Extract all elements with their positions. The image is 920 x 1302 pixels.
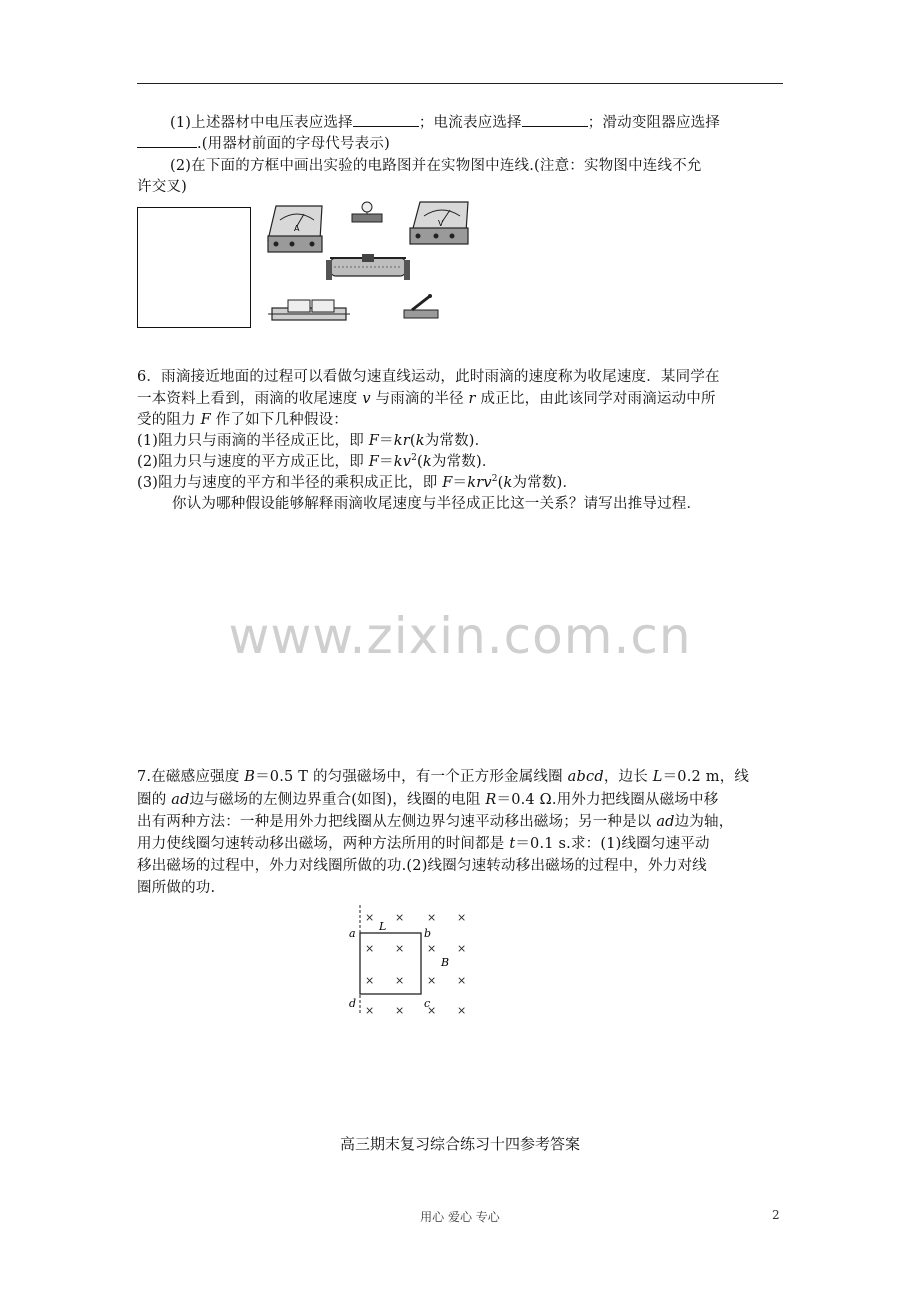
label-L: L — [379, 920, 387, 933]
q6-hypothesis-1: (1)阻力只与雨滴的半径成正比，即 F＝kr(k为常数)． — [137, 433, 490, 449]
answer-section-title: 高三期末复习综合练习十四参考答案 — [339, 1135, 580, 1153]
circuit-drawing-box[interactable] — [137, 207, 251, 328]
q6-line1: 6．雨滴接近地面的过程可以看做匀速直线运动，此时雨滴的速度称为收尾速度．某同学在 — [137, 369, 720, 385]
q5-part1-line1 — [170, 112, 720, 133]
svg-text:×: × — [365, 1004, 375, 1017]
svg-text:×: × — [395, 911, 405, 924]
q7-line5: 移出磁场的过程中，外力对线圈所做的功.(2)线圈匀速转动移出磁场的过程中，外力对线 — [137, 858, 707, 874]
voltmeter-answer-blank[interactable] — [353, 112, 419, 127]
switch-icon — [404, 294, 438, 318]
q7-line1: 7.在磁感应强度 B＝0.5 T 的匀强磁场中，有一个正方形金属线圈 abcd，边长 L＝0.2 m，线 — [137, 769, 750, 785]
bulb-icon — [352, 202, 382, 222]
svg-text:×: × — [365, 942, 375, 955]
q5-part1-text-d: .(用器材前面的字母代号表示) — [197, 136, 390, 152]
rheostat-answer-blank[interactable] — [137, 133, 197, 148]
q7-line2: 圈的 ad边与磁场的左侧边界重合(如图)，线圈的电阻 R＝0.4 Ω.用外力把线圈从磁场中移 — [137, 792, 719, 808]
battery-icon — [268, 300, 350, 320]
rheostat-icon — [326, 254, 410, 280]
q6-line2: 一本资料上看到，雨滴的收尾速度 v 与雨滴的半径 r 成正比，由此该同学对雨滴运动中所 — [137, 391, 716, 407]
page-number: 2 — [772, 1208, 780, 1222]
q6-line3: 受的阻力 F 作了如下几种假设： — [137, 412, 348, 428]
q7-line3: 出有两种方法：一种是用外力把线圈从左侧边界匀速平动移出磁场；另一种是以 ad边为轴， — [137, 814, 734, 830]
q7-line6: 圈所做的功. — [137, 880, 216, 896]
apparatus-figure — [264, 198, 474, 330]
q7-line4: 用力使线圈匀速转动移出磁场，两种方法所用的时间都是 t＝0.1 s.求：(1)线圈匀速平动 — [137, 836, 710, 852]
q5-part1-text-a: (1)上述器材中电压表应选择 — [170, 115, 353, 131]
label-c: c — [424, 997, 431, 1010]
svg-text:×: × — [395, 942, 405, 955]
q5-part1-text-b: ；电流表应选择 — [418, 115, 522, 131]
q5-part2-line2: 许交叉) — [137, 179, 187, 195]
svg-text:×: × — [427, 942, 437, 955]
svg-text:×: × — [427, 911, 437, 924]
svg-text:×: × — [395, 974, 405, 987]
q6-question: 你认为哪种假设能够解释雨滴收尾速度与半径成正比这一关系？请写出推导过程． — [172, 496, 702, 512]
magnetic-field-figure — [345, 903, 480, 1018]
footer-motto: 用心 爱心 专心 — [420, 1210, 500, 1224]
ammeter-label: A — [294, 224, 300, 233]
q6-hypothesis-2: (2)阻力只与速度的平方成正比，即 $F=kv^2(k$为常数)． — [137, 453, 497, 470]
svg-text:×: × — [395, 1004, 405, 1017]
label-d: d — [349, 997, 357, 1010]
svg-text:×: × — [457, 1004, 467, 1017]
q5-part1-line2 — [137, 133, 390, 154]
svg-text:×: × — [365, 974, 375, 987]
voltmeter-label: V — [438, 219, 444, 228]
q5-part2-line1: (2)在下面的方框中画出实验的电路图并在实物图中连线.(注意：实物图中连线不允 — [170, 158, 702, 174]
watermark: www.zixin.com.cn — [228, 607, 692, 665]
label-a: a — [349, 927, 356, 940]
svg-text:×: × — [457, 911, 467, 924]
ammeter-icon — [268, 206, 322, 252]
header-rule — [137, 83, 783, 84]
label-B: B — [441, 956, 450, 969]
svg-text:×: × — [457, 974, 467, 987]
svg-text:×: × — [457, 942, 467, 955]
svg-text:×: × — [427, 1004, 437, 1017]
label-b: b — [424, 927, 432, 940]
voltmeter-icon — [410, 202, 468, 244]
q5-part1-text-c: ；滑动变阻器应选择 — [587, 115, 721, 131]
q6-hypothesis-3: (3)阻力与速度的平方和半径的乘积成正比，即 F＝krv$^2$(k为常数)． — [137, 474, 578, 491]
svg-text:×: × — [427, 974, 437, 987]
svg-text:×: × — [365, 911, 375, 924]
ammeter-answer-blank[interactable] — [522, 112, 588, 127]
